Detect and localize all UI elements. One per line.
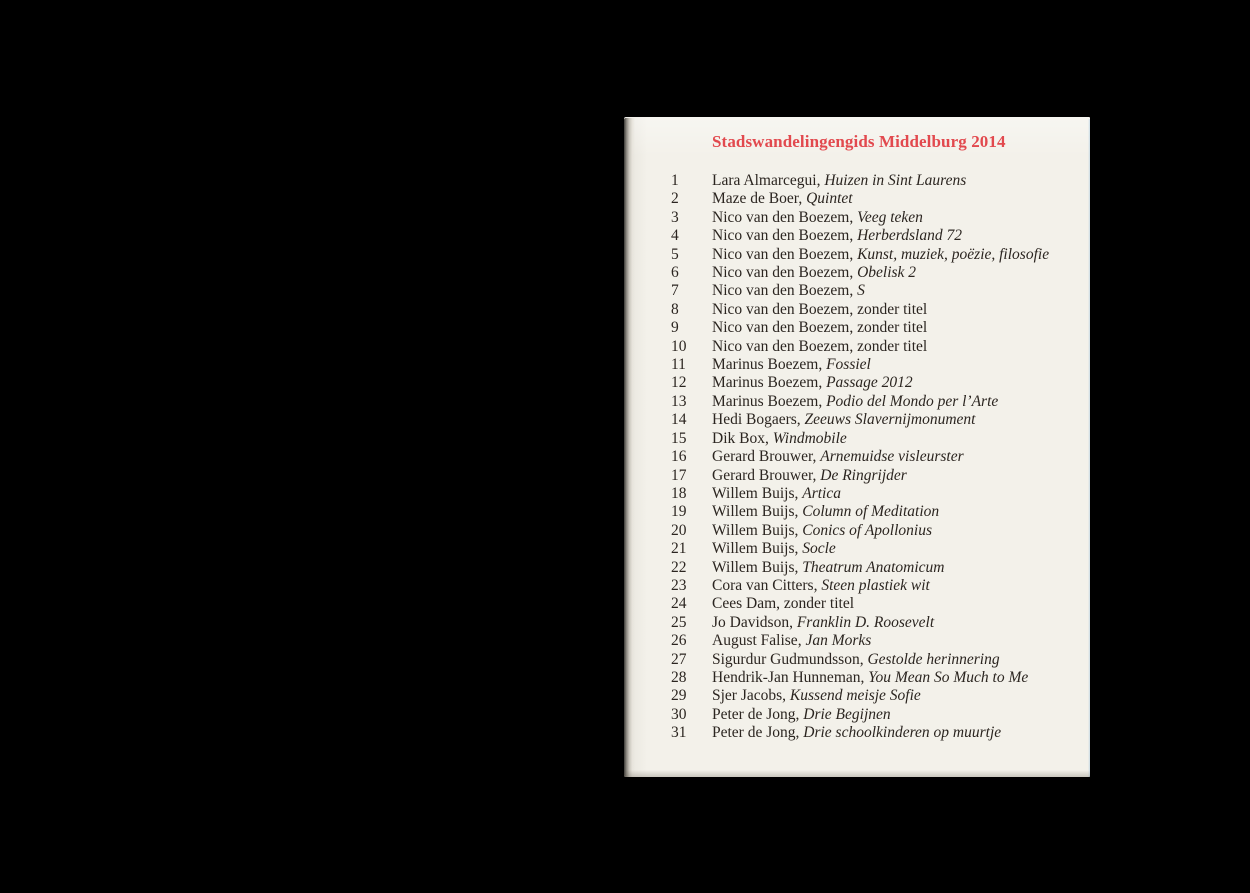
entry-text: Maze de Boer, Quintet [712,190,853,208]
entry-number: 27 [671,650,687,668]
entry-text: Dik Box, Windmobile [712,429,847,447]
entry-text: Hendrik-Jan Hunneman, You Mean So Much to Me [712,668,1029,686]
work-title: zonder titel [857,337,928,355]
entry-text: Willem Buijs, Artica [712,484,841,502]
entry-text: Hedi Bogaers, Zeeuws Slavernijmonument [712,411,976,429]
entry-number: 17 [671,466,687,484]
entry-number: 7 [671,282,679,300]
entry-text: Nico van den Boezem, zonder titel [712,300,928,318]
artist-name: Hendrik-Jan Hunneman [712,668,861,686]
list-item [671,190,1082,208]
book-bottom-edge [624,770,1090,777]
artist-name: Dik Box [712,429,765,447]
entry-number: 30 [671,705,687,723]
list-item [671,614,1082,632]
list-item [671,301,1082,319]
entry-text: Nico van den Boezem, zonder titel [712,337,928,355]
work-title: S [857,282,865,300]
artist-name: Sigurdur Gudmundsson [712,650,860,668]
artist-name: Cora van Citters [712,576,814,594]
artist-name: Peter de Jong [712,724,796,742]
entry-number: 10 [671,337,687,355]
artist-name: Lara Almarcegui [712,172,817,189]
entry-text: Willem Buijs, Socle [712,540,836,558]
entry-number: 6 [671,264,679,282]
work-title: Podio del Mondo per l’Arte [826,392,999,410]
work-title: Zeeuws Slavernijmonument [804,411,976,429]
list-item [671,577,1082,595]
entry-number: 9 [671,319,679,337]
artist-name: Nico van den Boezem [712,208,850,226]
list-item [671,651,1082,669]
list-item [671,448,1082,466]
list-item [671,209,1082,227]
work-title: Artica [802,484,841,502]
work-title: Drie schoolkinderen op muurtje [803,724,1002,742]
entry-number: 8 [671,300,679,318]
list-item [671,540,1082,558]
artist-name: Maze de Boer [712,190,799,208]
entry-number: 12 [671,374,687,392]
entry-text: Jo Davidson, Franklin D. Roosevelt [712,613,935,631]
artist-name: Nico van den Boezem [712,282,850,300]
entry-text: Gerard Brouwer, De Ringrijder [712,466,907,484]
book-right-edge [1088,119,1090,777]
artist-name: Marinus Boezem [712,374,819,392]
list-item [671,559,1082,577]
list-item [671,467,1082,485]
work-title: Conics of Apollonius [802,521,932,539]
entry-number: 13 [671,392,687,410]
work-title: Fossiel [826,356,871,374]
work-title: Veeg teken [857,208,923,226]
list-item [671,706,1082,724]
work-title: You Mean So Much to Me [868,668,1029,686]
entry-number: 11 [671,356,686,374]
artist-name: Marinus Boezem [712,392,819,410]
artist-name: Nico van den Boezem [712,337,850,355]
work-title: Column of Meditation [802,503,940,521]
artist-name: Willem Buijs [712,503,795,521]
entry-text: Nico van den Boezem, S [712,282,865,300]
list-item [671,724,1082,742]
artist-name: Sjer Jacobs [712,687,783,705]
entry-number: 2 [671,190,679,208]
work-title: Huizen in Sint Laurens [824,172,967,189]
entry-number: 31 [671,724,687,742]
list-item [671,485,1082,503]
entry-text: Gerard Brouwer, Arnemuidse visleurster [712,448,964,466]
entry-number: 26 [671,632,687,650]
entry-number: 14 [671,411,687,429]
work-title: Obelisk 2 [857,264,917,282]
entry-text: Peter de Jong, Drie schoolkinderen op muurtje [712,724,1002,742]
artist-name: Willem Buijs [712,521,795,539]
list-item [671,503,1082,521]
artist-name: Hedi Bogaers [712,411,797,429]
list-item [671,393,1082,411]
entry-text: Sjer Jacobs, Kussend meisje Sofie [712,687,921,705]
artist-name: Nico van den Boezem [712,300,850,318]
list-item [671,430,1082,448]
work-title: Jan Morks [805,632,872,650]
entry-number: 1 [671,172,679,189]
work-title: Arnemuidse visleurster [820,448,964,466]
work-title: zonder titel [857,300,928,318]
entry-text: Willem Buijs, Conics of Apollonius [712,521,932,539]
entry-number: 20 [671,521,687,539]
artist-name: Jo Davidson [712,613,790,631]
artist-name: Willem Buijs [712,484,795,502]
work-title: Windmobile [772,429,847,447]
entry-text: Peter de Jong, Drie Begijnen [712,705,891,723]
list-item [671,356,1082,374]
artist-name: Willem Buijs [712,540,795,558]
book-left-edge [624,118,635,777]
entry-number: 16 [671,448,687,466]
work-title: De Ringrijder [820,466,907,484]
list-item [671,632,1082,650]
work-title: Kussend meisje Sofie [789,687,921,705]
list-item [671,595,1082,613]
list-item [671,246,1082,264]
artist-name: August Falise [712,632,798,650]
artist-name: Cees Dam [712,595,777,613]
entry-number: 21 [671,540,687,558]
artist-name: Marinus Boezem [712,356,819,374]
list-item [671,227,1082,245]
work-title: Drie Begijnen [803,705,891,723]
work-title: Gestolde herinnering [867,650,1000,668]
work-title: Kunst, muziek, poëzie, filosofie [857,245,1050,263]
artist-name: Nico van den Boezem [712,319,850,337]
artwork-list [671,172,1082,743]
work-title: Passage 2012 [826,374,913,392]
entry-number: 22 [671,558,687,576]
entry-text: August Falise, Jan Morks [712,632,872,650]
entry-text: Sigurdur Gudmundsson, Gestolde herinnering [712,650,1000,668]
entry-number: 5 [671,245,679,263]
work-title: zonder titel [783,595,855,613]
list-item [671,374,1082,392]
entry-text: Nico van den Boezem, Kunst, muziek, poëzie, filosofie [712,245,1050,263]
artist-name: Gerard Brouwer [712,466,813,484]
list-item [671,172,1082,190]
artist-name: Nico van den Boezem [712,227,850,245]
entry-number: 28 [671,668,687,686]
entry-number: 4 [671,227,679,245]
entry-number: 3 [671,208,679,226]
list-item [671,687,1082,705]
entry-number: 18 [671,484,687,502]
entry-number: 23 [671,576,687,594]
entry-text: Nico van den Boezem, Veeg teken [712,208,923,226]
entry-text: Nico van den Boezem, zonder titel [712,319,928,337]
artist-name: Nico van den Boezem [712,264,850,282]
entry-number: 25 [671,613,687,631]
book-page [624,117,1090,777]
entry-text: Marinus Boezem, Podio del Mondo per l’Arte [712,392,999,410]
entry-number: 15 [671,429,687,447]
list-item [671,522,1082,540]
work-title: Steen plastiek wit [821,576,930,594]
list-item [671,411,1082,429]
artist-name: Willem Buijs [712,558,795,576]
list-item [671,264,1082,282]
work-title: Herberdsland 72 [857,227,962,245]
page-title: Stadswandelingengids Middelburg 2014 [712,132,1006,151]
entry-text: Lara Almarcegui, Huizen in Sint Laurens [712,172,967,189]
work-title: Quintet [806,190,853,208]
entry-text: Cora van Citters, Steen plastiek wit [712,576,930,594]
entry-text: Marinus Boezem, Fossiel [712,356,871,374]
entry-text: Nico van den Boezem, Obelisk 2 [712,264,917,282]
entry-text: Nico van den Boezem, Herberdsland 72 [712,227,962,245]
artist-name: Peter de Jong [712,705,796,723]
entry-text: Cees Dam, zonder titel [712,595,855,613]
list-item [671,669,1082,687]
artist-name: Gerard Brouwer [712,448,813,466]
work-title: zonder titel [857,319,928,337]
entry-number: 29 [671,687,687,705]
list-item [671,338,1082,356]
entry-text: Marinus Boezem, Passage 2012 [712,374,913,392]
list-item [671,282,1082,300]
work-title: Socle [802,540,836,558]
work-title: Theatrum Anatomicum [802,558,945,576]
entry-text: Willem Buijs, Column of Meditation [712,503,940,521]
artist-name: Nico van den Boezem [712,245,850,263]
entry-text: Willem Buijs, Theatrum Anatomicum [712,558,945,576]
list-item [671,319,1082,337]
work-title: Franklin D. Roosevelt [796,613,935,631]
entry-number: 24 [671,595,687,613]
entry-number: 19 [671,503,687,521]
